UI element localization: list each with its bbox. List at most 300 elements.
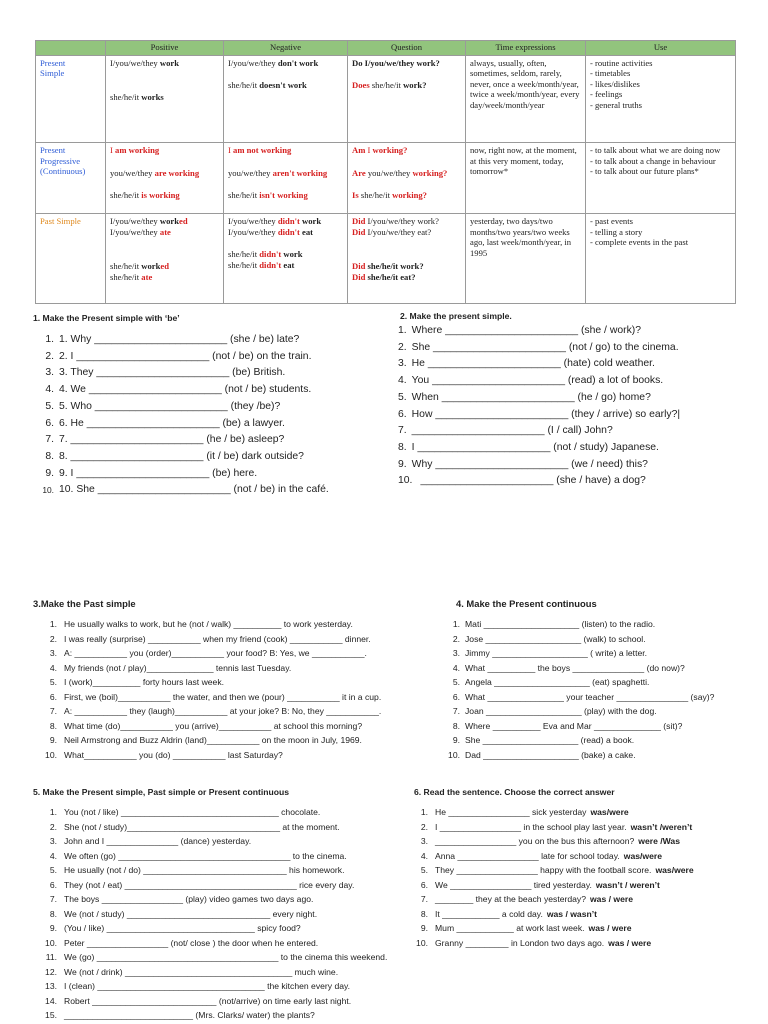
subject-text: she/he/it xyxy=(110,92,142,103)
item-text[interactable]: Joan ____________________ (play) with the dog. xyxy=(465,706,657,716)
list-item xyxy=(33,617,381,632)
time-expressions-cell xyxy=(466,214,586,304)
subject-text: I/you/we/they xyxy=(228,58,278,68)
subject-text: you/we/they xyxy=(365,167,413,178)
item-text[interactable]: How _______________________ (they / arrive) so early?| xyxy=(411,408,681,420)
use-item: - routine activities xyxy=(590,58,653,68)
item-text[interactable]: Dad ____________________ (bake) a cake. xyxy=(465,749,636,760)
item-number: 6. xyxy=(452,691,460,702)
subject-text: she/he/it xyxy=(110,261,142,272)
subject-text: I/you/we/they xyxy=(110,216,160,227)
question-line xyxy=(352,190,461,200)
verb-text: working? xyxy=(392,190,427,201)
subject-text: I/you/we/they xyxy=(110,58,160,68)
item-number: 5. xyxy=(452,677,460,687)
item-number: 10. xyxy=(416,937,428,948)
item-text[interactable]: Jose ____________________ (walk) to school. xyxy=(465,633,646,644)
item-text[interactable]: 9. I _______________________ (be) here. xyxy=(59,467,258,479)
table-row-present-simple xyxy=(36,56,736,143)
item-text[interactable]: The boys _________________ (play) video games two days ago. xyxy=(64,894,314,904)
item-text[interactable]: What___________ you (do) ___________ last Saturday? xyxy=(64,749,283,760)
exercise-3-list xyxy=(33,617,381,762)
list-item xyxy=(33,936,387,951)
negative-cell xyxy=(224,56,348,143)
header-cell-question: Question xyxy=(348,41,466,56)
answer-options: was/were xyxy=(655,865,694,875)
item-text[interactable]: 2. I _______________________ (not / be) on the train. xyxy=(59,350,312,362)
exercise-1 xyxy=(33,313,329,499)
item-number: 2. xyxy=(420,821,428,832)
exercise-4-title: 4. Make the Present continuous xyxy=(456,598,597,609)
item-number: 15. xyxy=(45,1010,57,1020)
item-text[interactable]: 6. He _______________________ (be) a lawyer. xyxy=(59,417,285,429)
verb-text: work xyxy=(159,58,179,68)
answer-options: wasn’t / weren’t xyxy=(595,879,660,890)
negative-line xyxy=(228,216,343,226)
subject-text: she/he/it xyxy=(228,249,260,260)
list-item xyxy=(33,690,381,705)
verb-text: eat xyxy=(299,226,313,237)
use-item: - general truths xyxy=(590,99,643,110)
item-text[interactable]: She ____________________ (read) a book. xyxy=(465,735,635,745)
subject-text: I xyxy=(365,145,373,156)
subject-text: she/he/it xyxy=(110,271,142,282)
item-number: 10. xyxy=(45,749,57,760)
list-item xyxy=(448,704,714,719)
verb-ending-text: ed xyxy=(160,261,169,272)
item-text[interactable]: ___________________________ (Mrs. Clarks/ water) the plants? xyxy=(64,1010,315,1020)
item-number: 9. xyxy=(49,923,57,933)
exercise-2-title: 2. Make the present simple. xyxy=(400,311,512,321)
verb-text: eat xyxy=(281,259,295,270)
item-number: 4. xyxy=(49,850,57,861)
item-text[interactable]: 4. We _______________________ (not / be) students. xyxy=(59,384,312,396)
item-text[interactable]: I (work)__________ forty hours last week. xyxy=(64,677,225,687)
header-cell-use: Use xyxy=(586,41,736,56)
positive-cell xyxy=(106,214,224,304)
verb-text: doesn't work xyxy=(259,80,307,91)
list-item xyxy=(398,440,680,457)
negative-line xyxy=(228,145,343,155)
positive-line xyxy=(110,261,219,271)
auxiliary-text: Did xyxy=(352,216,366,227)
answer-options: was / wasn’t xyxy=(546,908,597,919)
positive-line xyxy=(110,272,219,282)
tense-name-cell xyxy=(36,56,106,143)
list-item xyxy=(448,646,714,661)
tense-name-line: Present xyxy=(40,145,66,156)
subject-text: she/he/it xyxy=(358,190,393,201)
list-item xyxy=(448,617,714,632)
item-text[interactable]: (You / like) _______________________________ spicy food? xyxy=(64,923,301,933)
exercise-5 xyxy=(33,787,387,1023)
item-number: 1. xyxy=(420,807,428,817)
item-text[interactable]: We (not / study) ______________________________ every night. xyxy=(64,908,318,919)
list-item xyxy=(33,820,387,835)
item-text[interactable]: A: ___________ they (laugh)___________ at your joke? B: No, they ___________. xyxy=(64,706,382,716)
time-expressions-text: always, usually, often, sometimes, seldom, rarely, never, once a week/month/year, twice a week/month/year, every day/week/month/year xyxy=(470,58,580,110)
list-item xyxy=(33,675,381,690)
item-text[interactable]: First, we (boil)___________ the water, and then we (pour) ___________ it in a cup. xyxy=(64,691,382,702)
item-text[interactable]: He _______________________ (hate) cold weather. xyxy=(411,358,655,370)
item-text[interactable]: 5. Who _______________________ (they /be)? xyxy=(59,400,281,412)
item-number: 10. xyxy=(45,937,57,948)
positive-line xyxy=(110,145,219,155)
use-item: - complete events in the past xyxy=(590,237,689,248)
auxiliary-text: Did xyxy=(352,261,366,272)
item-number: 2. xyxy=(398,341,407,353)
item-text[interactable]: Anna _________________ late for school today. xyxy=(435,850,620,861)
item-text[interactable]: We _________________ tired yesterday. xyxy=(435,879,592,890)
question-text: she/he/it eat? xyxy=(365,271,416,282)
question-line xyxy=(352,80,461,90)
item-number: 4. xyxy=(49,662,57,673)
auxiliary-text: didn't xyxy=(277,216,300,227)
use-item: - timetables xyxy=(590,68,631,79)
item-number: 13. xyxy=(45,981,57,991)
list-item xyxy=(33,365,329,382)
exercise-3-title: 3.Make the Past simple xyxy=(33,598,136,609)
item-text[interactable]: A: ___________ you (order)___________ your food? B: Yes, we ___________. xyxy=(64,648,367,658)
subject-text: she/he/it xyxy=(228,80,260,91)
list-item xyxy=(414,820,694,835)
list-item xyxy=(414,936,694,951)
negative-line xyxy=(228,58,343,68)
item-text[interactable]: What __________ the boys _______________ (do now)? xyxy=(465,662,685,673)
item-text[interactable]: It ____________ a cold day. xyxy=(435,908,543,919)
use-cell xyxy=(586,214,736,304)
exercise-6-list xyxy=(414,805,694,950)
item-number: 9. xyxy=(45,467,54,479)
use-cell xyxy=(586,56,736,143)
list-item xyxy=(33,805,387,820)
item-number: 1. xyxy=(452,619,460,629)
item-text[interactable]: 8. _______________________ (it / be) dark outside? xyxy=(59,450,304,462)
item-number: 7. xyxy=(49,706,57,716)
item-number: 2. xyxy=(452,633,460,644)
item-number: 9. xyxy=(420,923,428,933)
list-item xyxy=(414,921,694,936)
item-number: 3. xyxy=(49,836,57,846)
time-expressions-cell xyxy=(466,143,586,214)
use-item: - to talk about a change in behaviour xyxy=(590,155,716,166)
auxiliary-text: didn't xyxy=(277,226,300,237)
item-text[interactable]: _______________________ (I / call) John? xyxy=(411,425,613,437)
item-number: 1. xyxy=(49,807,57,817)
item-text[interactable]: 7. _______________________ (he / be) asleep? xyxy=(59,434,285,446)
tense-name-line: Past Simple xyxy=(40,216,81,227)
list-item xyxy=(448,675,714,690)
list-item xyxy=(33,466,329,483)
item-text[interactable]: Granny _________ in London two days ago. xyxy=(435,937,605,948)
item-text[interactable]: Mum ____________ at work last week. xyxy=(435,923,585,933)
item-number: 3. xyxy=(45,367,54,379)
item-number: 9. xyxy=(452,735,460,745)
item-number: 3. xyxy=(420,836,428,846)
item-number: 3. xyxy=(398,358,407,370)
item-text[interactable]: Why _______________________ (we / need) this? xyxy=(411,458,648,470)
item-number: 1. xyxy=(398,325,407,336)
exercise-3 xyxy=(33,598,381,762)
verb-text: work xyxy=(141,261,161,272)
list-item xyxy=(398,356,680,373)
exercise-6-title: 6. Read the sentence. Choose the correct answer xyxy=(414,787,615,797)
exercise-5-title: 5. Make the Present simple, Past simple or Present continuous xyxy=(33,787,289,797)
header-cell-positive: Positive xyxy=(106,41,224,56)
item-text[interactable]: Angela ____________________ (eat) spaghetti. xyxy=(465,677,650,687)
use-item: - telling a story xyxy=(590,226,643,237)
negative-line xyxy=(228,227,343,237)
negative-line xyxy=(228,260,343,270)
question-line xyxy=(352,58,461,68)
exercise-4-list xyxy=(448,617,714,762)
item-number: 8. xyxy=(49,908,57,919)
question-line xyxy=(352,272,461,282)
verb-text: aren't working xyxy=(272,167,328,178)
list-item xyxy=(33,449,329,466)
question-line xyxy=(352,227,461,237)
question-line xyxy=(352,145,461,155)
item-text[interactable]: He usually (not / do) ______________________________ his homework. xyxy=(64,865,345,875)
verb-text: work xyxy=(299,216,322,227)
item-text[interactable]: He _________________ sick yesterday xyxy=(435,807,587,817)
item-number: 6. xyxy=(398,408,407,420)
item-text[interactable]: 10. She _______________________ (not / be) in the café. xyxy=(59,484,329,496)
item-number: 10. xyxy=(398,475,413,487)
verb-text: work xyxy=(281,249,303,260)
question-cell xyxy=(348,214,466,304)
tense-name-line: (Continuous) xyxy=(40,166,86,177)
verb-text: work xyxy=(159,216,179,227)
item-number: 11. xyxy=(45,952,57,962)
list-item xyxy=(33,399,329,416)
list-item xyxy=(414,907,694,922)
list-item xyxy=(398,423,680,440)
negative-line xyxy=(228,80,343,90)
auxiliary-text: Are xyxy=(352,167,366,178)
verb-text: is working xyxy=(141,190,180,201)
table-row-present-progressive xyxy=(36,143,736,214)
list-item xyxy=(33,921,387,936)
item-text[interactable]: We (go) ______________________________________ to the cinema this weekend. xyxy=(64,952,388,962)
item-text[interactable]: She (not / study)________________________________ at the moment. xyxy=(64,821,340,832)
item-text[interactable]: I _______________________ (not / study) Japanese. xyxy=(411,441,659,453)
item-text[interactable]: What ________________ your teacher _______________ (say)? xyxy=(465,691,715,702)
item-text[interactable]: _________________ you on the bus this afternoon? xyxy=(435,836,635,846)
answer-options: was/were xyxy=(590,807,629,817)
negative-line xyxy=(228,249,343,259)
item-text[interactable]: They _________________ happy with the football score. xyxy=(435,865,652,875)
item-text[interactable]: I was really (surprise) ___________ when my friend (cook) ___________ dinner. xyxy=(64,633,371,644)
item-number: 2. xyxy=(49,633,57,644)
list-item xyxy=(398,390,680,407)
item-text[interactable]: I _________________ in the school play last year. xyxy=(435,821,627,832)
list-item xyxy=(448,748,714,763)
verb-text: works xyxy=(141,92,164,103)
list-item xyxy=(448,632,714,647)
item-number: 7. xyxy=(398,425,407,437)
item-number: 7. xyxy=(452,706,460,716)
list-item xyxy=(414,892,694,907)
verb-text: don't work xyxy=(277,58,319,68)
item-number: 6. xyxy=(49,691,57,702)
list-item xyxy=(33,704,381,719)
header-cell-time-expressions: Time expressions xyxy=(466,41,586,56)
item-number: 12. xyxy=(45,966,57,977)
list-item xyxy=(398,457,680,474)
exercise-4 xyxy=(448,598,715,762)
list-item xyxy=(33,994,387,1009)
use-item: - to talk about what we are doing now xyxy=(590,145,721,156)
list-item xyxy=(33,382,329,399)
question-line xyxy=(352,168,461,178)
table-header-row xyxy=(36,41,736,56)
exercise-5-list xyxy=(33,805,387,1023)
item-text[interactable]: _______________________ (she / have) a dog? xyxy=(420,475,646,487)
item-text[interactable]: Neil Armstrong and Buzz Aldrin (land)___________ on the moon in July, 1969. xyxy=(64,735,362,745)
item-text[interactable]: You _______________________ (read) a lot of books. xyxy=(411,375,664,387)
list-item xyxy=(33,748,381,763)
item-number: 1. xyxy=(45,334,54,345)
item-number: 4. xyxy=(420,850,428,861)
subject-text: I/you/we/they xyxy=(228,216,278,227)
item-number: 9. xyxy=(398,458,407,470)
subject-text: she/he/it xyxy=(369,80,404,91)
list-item xyxy=(33,719,381,734)
list-item xyxy=(33,733,381,748)
answer-options: was / were xyxy=(589,894,633,904)
list-item xyxy=(33,965,387,980)
item-number: 8. xyxy=(398,441,407,453)
item-text[interactable]: They (not / eat) ____________________________________ rice every day. xyxy=(64,879,355,890)
list-item xyxy=(414,863,694,878)
use-item: - past events xyxy=(590,216,633,227)
item-text[interactable]: You (not / like) _________________________________ chocolate. xyxy=(64,807,321,817)
item-text[interactable]: My friends (not / play)______________ tennis last Tuesday. xyxy=(64,662,292,673)
item-text[interactable]: We often (go) ____________________________________ to the cinema. xyxy=(64,850,347,861)
subject-text: she/he/it xyxy=(228,190,260,201)
item-text[interactable]: She _______________________ (not / go) to the cinema. xyxy=(411,341,679,353)
list-item xyxy=(414,834,694,849)
item-text[interactable]: 3. They _______________________ (be) British. xyxy=(59,367,286,379)
item-number: 7. xyxy=(45,434,54,446)
use-item: - feelings xyxy=(590,89,623,100)
verb-text: working? xyxy=(412,167,448,178)
item-number: 8. xyxy=(452,720,460,731)
table-row-past-simple xyxy=(36,214,736,304)
question-text: I/you/we/they work? xyxy=(365,216,439,227)
item-number: 8. xyxy=(420,908,428,919)
grammar-table xyxy=(35,40,736,304)
negative-line xyxy=(228,168,343,178)
item-number: 8. xyxy=(49,720,57,731)
list-item xyxy=(33,979,387,994)
item-text[interactable]: 1. Why _______________________ (she / be) late? xyxy=(59,334,300,345)
answer-options: were /Was xyxy=(638,836,680,846)
item-text[interactable]: John and I _______________ (dance) yesterday. xyxy=(64,836,252,846)
item-text[interactable]: Jimmy ____________________ ( write) a letter. xyxy=(465,648,648,658)
question-line xyxy=(352,261,461,271)
item-text[interactable]: Mati ____________________ (listen) to the radio. xyxy=(465,619,656,629)
negative-line xyxy=(228,190,343,200)
list-item xyxy=(33,892,387,907)
item-number: 4. xyxy=(398,375,407,387)
item-number: 3. xyxy=(49,648,57,658)
auxiliary-text: didn't xyxy=(259,259,282,270)
positive-line xyxy=(110,190,219,200)
auxiliary-text: Am xyxy=(352,145,366,156)
item-text[interactable]: He usually walks to work, but he (not / walk) __________ to work yesterday. xyxy=(64,619,353,629)
item-text[interactable]: What time (do)___________ you (arrive)___________ at school this morning? xyxy=(64,720,363,731)
positive-line xyxy=(110,92,219,102)
positive-cell xyxy=(106,143,224,214)
item-number: 2. xyxy=(49,821,57,832)
list-item xyxy=(33,661,381,676)
item-number: 5. xyxy=(49,677,57,687)
positive-cell xyxy=(106,56,224,143)
item-number: 14. xyxy=(45,995,57,1006)
item-number: 7. xyxy=(49,894,57,904)
list-item xyxy=(448,661,714,676)
item-number: 3. xyxy=(452,648,460,658)
verb-ending-text: ed xyxy=(179,216,188,227)
item-number: 5. xyxy=(420,865,428,875)
list-item xyxy=(398,340,680,357)
item-text[interactable]: Where __________ Eva and Mar ______________ (sit)? xyxy=(465,720,683,731)
item-text[interactable]: ________ they at the beach yesterday? xyxy=(435,894,586,904)
item-text[interactable]: I (clean) ___________________________________ the kitchen every day. xyxy=(64,981,351,991)
list-item xyxy=(33,907,387,922)
list-item xyxy=(33,1008,387,1023)
item-number: 9. xyxy=(49,735,57,745)
list-item xyxy=(33,349,329,366)
negative-cell xyxy=(224,143,348,214)
item-text[interactable]: Robert __________________________ (not/arrive) on time early last night. xyxy=(64,995,352,1006)
subject-text: I xyxy=(228,145,234,156)
verb-text: work? xyxy=(403,80,427,91)
item-number: 4. xyxy=(452,662,460,673)
time-expressions-cell xyxy=(466,56,586,143)
use-item: - to talk about our future plans* xyxy=(590,166,699,177)
list-item xyxy=(448,690,714,705)
exercise-1-list xyxy=(33,332,329,499)
item-text[interactable]: Where _______________________ (she / work)? xyxy=(411,325,642,336)
item-number: 6. xyxy=(420,879,428,890)
list-item xyxy=(414,805,694,820)
verb-text: ate xyxy=(141,271,153,282)
item-text[interactable]: When _______________________ (he / go) home? xyxy=(411,391,651,403)
auxiliary-text: Is xyxy=(352,190,359,201)
item-text[interactable]: We (not / drink) ___________________________________ much wine. xyxy=(64,966,339,977)
answer-options: wasn’t /weren’t xyxy=(630,821,693,832)
verb-text: isn't working xyxy=(259,190,308,201)
list-item xyxy=(448,733,714,748)
auxiliary-text: Did xyxy=(352,271,366,282)
list-item xyxy=(414,878,694,893)
item-number: 5. xyxy=(45,400,54,412)
tense-name-cell xyxy=(36,214,106,304)
verb-text: working? xyxy=(372,145,408,156)
item-text[interactable]: Peter _________________ (not/ close ) the door when he entered. xyxy=(64,937,319,948)
item-number: 7. xyxy=(420,894,428,904)
subject-text: she/he/it xyxy=(110,190,142,201)
verb-text: am working xyxy=(115,145,160,156)
list-item xyxy=(33,863,387,878)
tense-name-cell xyxy=(36,143,106,214)
subject-text: she/he/it xyxy=(228,259,260,270)
question-cell xyxy=(348,56,466,143)
question-cell xyxy=(348,143,466,214)
